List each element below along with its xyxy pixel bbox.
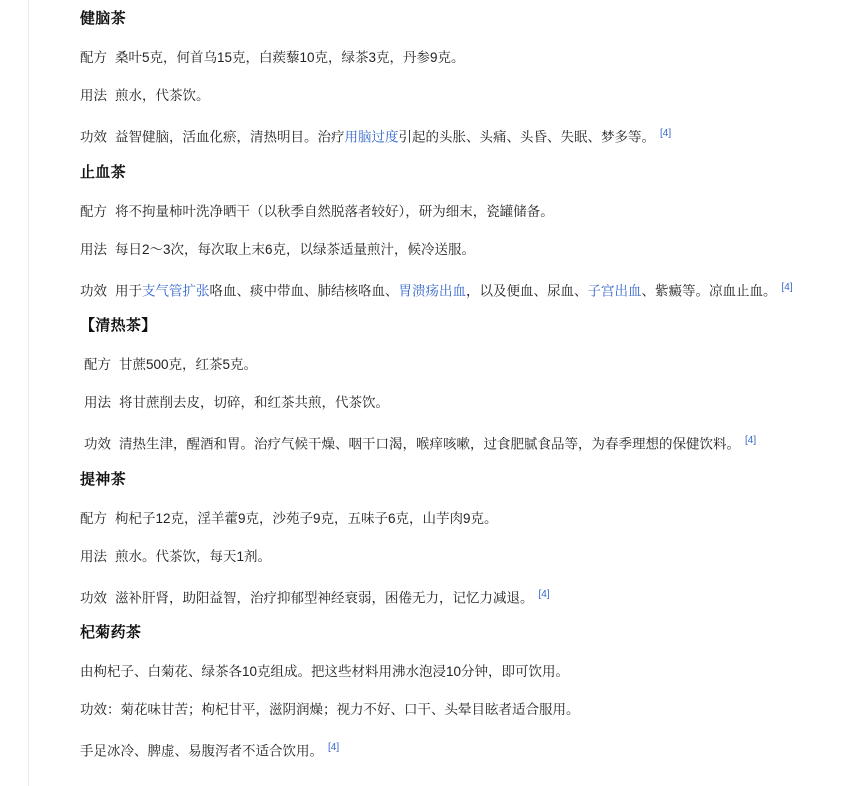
- field-label: 用法: [80, 241, 107, 257]
- field-value: 甘蔗500克，红茶5克。: [119, 357, 258, 372]
- field-label: 配方: [80, 50, 107, 65]
- article-content: [80, 0, 840, 762]
- field-value: 滋补肝肾，助阳益智，治疗抑郁型神经衰弱，困倦无力，记忆力减退。: [115, 590, 534, 605]
- field-value: 由枸杞子、白菊花、绿茶各10克组成。把这些材料用沸水泡浸10分钟，即可饮用。: [80, 664, 570, 679]
- field-value: 枸杞子12克，淫羊藿9克，沙苑子9克，五味子6克，山芋肉9克。: [115, 510, 498, 526]
- composition-line: [80, 661, 840, 682]
- reference-link[interactable]: [4]: [745, 435, 757, 446]
- usage-line: [80, 85, 840, 106]
- reference-marker[interactable]: [660, 128, 671, 139]
- field-label: 功效: [80, 590, 107, 605]
- effect-line: [80, 699, 840, 720]
- caution-line: [80, 737, 840, 762]
- reference-link[interactable]: [4]: [328, 742, 340, 753]
- recipe-line: [80, 47, 840, 68]
- field-label: 功效: [80, 283, 107, 298]
- field-value-after: 引起的头胀、头痛、头昏、失眠、梦多等。: [398, 129, 655, 145]
- field-value-before: 用于: [115, 283, 142, 298]
- usage-line: [80, 546, 840, 567]
- wiki-link-zhiqiguankuozhang[interactable]: 支气管扩张: [142, 283, 210, 298]
- effect-line: [80, 277, 840, 302]
- field-value: 将甘蔗削去皮，切碎，和红茶共煎，代茶饮。: [119, 395, 389, 410]
- field-label: 配方: [84, 357, 111, 372]
- field-label: 功效: [80, 129, 107, 145]
- reference-link[interactable]: [4]: [781, 281, 793, 293]
- field-value-mid-1: 咯血、痰中带血、肺结核咯血、: [209, 283, 399, 298]
- section-heading-qingre-cha: 【清热茶】: [80, 317, 157, 334]
- effect-line: [84, 430, 840, 455]
- wiki-link-zigongchuxue[interactable]: 子宫出血: [587, 283, 642, 298]
- reference-marker[interactable]: [539, 589, 550, 600]
- field-value: 清热生津，醒酒和胃。治疗气候干燥、咽干口渴，喉痒咳嗽，过食肥腻食品等，为春季理想的保健饮料。: [119, 436, 740, 452]
- recipe-line: [80, 201, 840, 222]
- field-value: 煎水，代茶饮。: [115, 88, 210, 103]
- field-value: 煎水。代茶饮，每天1剂。: [115, 548, 272, 564]
- wiki-link-weikuiyangchuxue[interactable]: 胃溃疡出血: [398, 283, 466, 298]
- field-value: 桑叶5克，何首乌15克，白蒺藜10克，绿茶3克，丹参9克。: [115, 50, 465, 65]
- effect-line: [80, 123, 840, 148]
- section-heading-qiju-yaocha: 杞菊药茶: [80, 624, 142, 641]
- field-value-before: 益智健脑，活血化瘀，清热明目。治疗: [115, 129, 345, 145]
- field-label: 用法: [80, 88, 107, 103]
- field-label: 配方: [80, 510, 107, 526]
- reference-marker[interactable]: [782, 282, 793, 293]
- usage-line: [84, 392, 840, 413]
- field-value: 将不拘量柿叶洗净晒干（以秋季自然脱落者较好），研为细末，瓷罐储备。: [115, 203, 554, 219]
- field-value-after: 、紫癜等。凉血止血。: [641, 283, 777, 298]
- field-value: 手足冰冷、脾虚、易腹泻者不适合饮用。: [80, 743, 323, 759]
- recipe-line: [80, 508, 840, 529]
- reference-link[interactable]: [4]: [538, 588, 550, 600]
- reference-link[interactable]: [4]: [660, 128, 672, 139]
- section-heading-zhixue-cha: 止血茶: [80, 163, 126, 181]
- reference-marker[interactable]: [745, 435, 756, 446]
- reference-marker[interactable]: [328, 742, 339, 753]
- effect-line: [80, 584, 840, 609]
- field-label: 用法: [80, 548, 107, 564]
- field-label: 用法: [84, 395, 111, 410]
- section-heading-tishen-cha: 提神茶: [80, 470, 126, 488]
- wiki-link-yongnaoguodu[interactable]: 用脑过度: [344, 129, 399, 145]
- usage-line: [80, 239, 840, 260]
- field-value: 每日2～3次，每次取上末6克，以绿茶适量煎汁，候冷送服。: [115, 241, 476, 257]
- field-label: 配方: [80, 203, 107, 219]
- section-heading-jiannao-cha: 健脑茶: [80, 10, 126, 27]
- field-label: 功效: [84, 436, 111, 452]
- left-margin-rule: [28, 0, 29, 786]
- field-value-mid-2: ，以及便血、尿血、: [466, 283, 588, 298]
- field-value: 功效：菊花味甘苦；枸杞甘平，滋阴润燥；视力不好、口干、头晕目眩者适合服用。: [80, 702, 580, 717]
- recipe-line: [84, 354, 840, 375]
